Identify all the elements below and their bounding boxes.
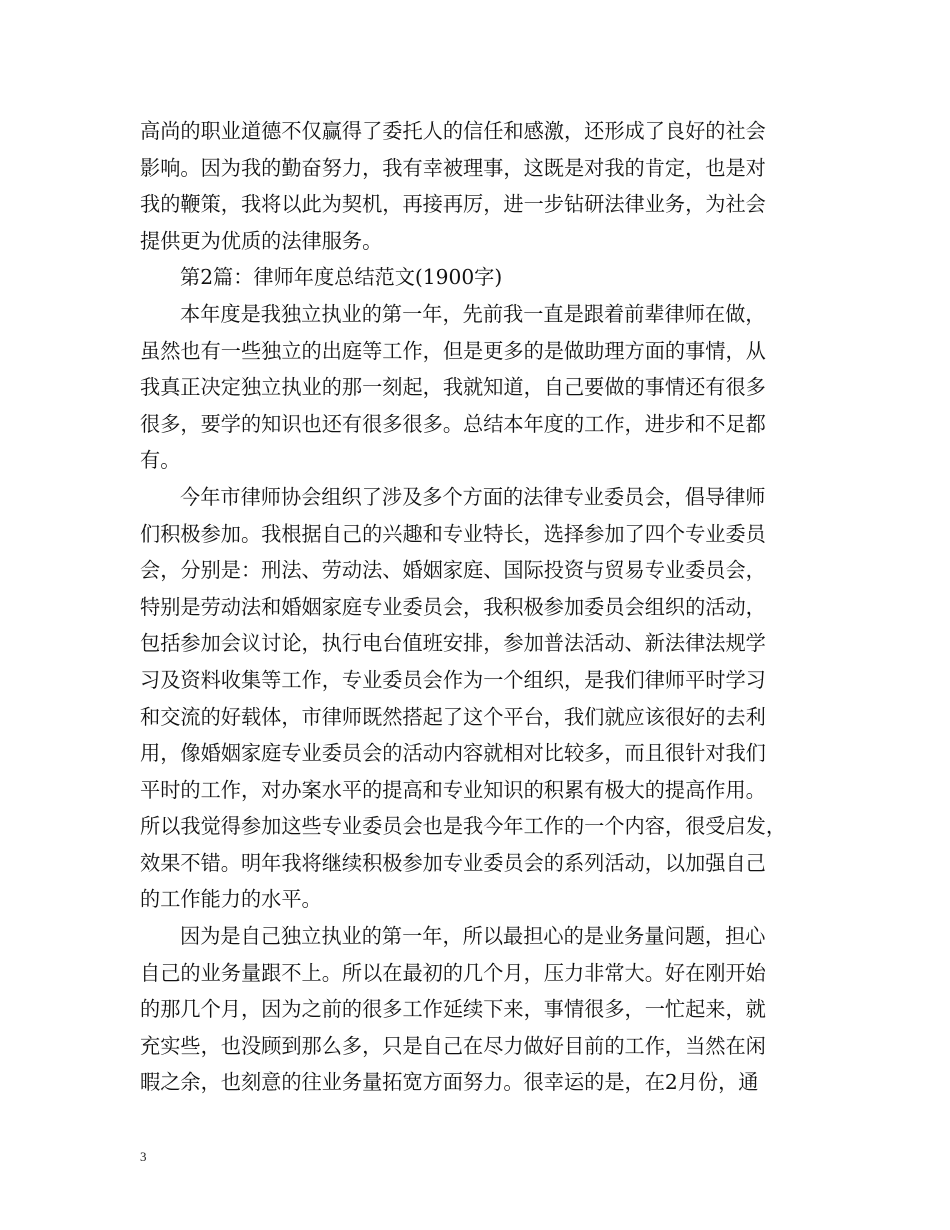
text-line: 很多，要学的知识也还有很多很多。总结本年度的工作，进步和不足都 — [140, 411, 766, 436]
text-line: 习及资料收集等工作，专业委员会作为一个组织，是我们律师平时学习 — [140, 667, 766, 692]
text-line: 提供更为优质的法律服务。 — [140, 228, 383, 253]
text-line: 效果不错。明年我将继续积极参加专业委员会的系列活动，以加强自己 — [140, 850, 766, 875]
text-line: 暇之余，也刻意的往业务量拓宽方面努力。很幸运的是，在2月份，通 — [140, 1070, 759, 1095]
text-line: 自己的业务量跟不上。所以在最初的几个月，压力非常大。好在刚开始 — [140, 960, 766, 985]
text-line: 今年市律师协会组织了涉及多个方面的法律专业委员会，倡导律师 — [180, 484, 766, 509]
text-line: 和交流的好载体，市律师既然搭起了这个平台，我们就应该很好的去利 — [140, 704, 766, 729]
text-line: 高尚的职业道德不仅赢得了委托人的信任和感激，还形成了良好的社会 — [140, 119, 766, 143]
text-line: 充实些，也没顾到那么多，只是自己在尽力做好目前的工作，当然在闲 — [140, 1033, 766, 1058]
text-line: 我的鞭策，我将以此为契机，再接再厉，进一步钻研法律业务，为社会 — [140, 192, 766, 217]
text-line: 影响。因为我的勤奋努力，我有幸被理事，这既是对我的肯定，也是对 — [140, 155, 766, 180]
text-line: 第2篇：律师年度总结范文(1900字) — [180, 265, 503, 290]
text-line: 有。 — [140, 448, 181, 473]
document-body — [140, 113, 820, 1101]
text-line: 平时的工作，对办案水平的提高和专业知识的积累有极大的提高作用。 — [140, 777, 766, 802]
text-line: 特别是劳动法和婚姻家庭专业委员会，我积极参加委员会组织的活动， — [140, 594, 766, 619]
text-line: 们积极参加。我根据自己的兴趣和专业特长，选择参加了四个专业委员 — [140, 521, 766, 546]
text-line: 包括参加会议讨论，执行电台值班安排，参加普法活动、新法律法规学 — [140, 631, 766, 656]
text-line: 虽然也有一些独立的出庭等工作，但是更多的是做助理方面的事情，从 — [140, 338, 766, 363]
page-number: 3 — [140, 1149, 147, 1164]
text-line: 我真正决定独立执业的那一刻起，我就知道，自己要做的事情还有很多 — [140, 375, 766, 400]
text-line: 会，分别是：刑法、劳动法、婚姻家庭、国际投资与贸易专业委员会， — [140, 558, 766, 583]
text-line: 的那几个月，因为之前的很多工作延续下来，事情很多，一忙起来，就 — [140, 997, 766, 1022]
text-line: 用，像婚姻家庭专业委员会的活动内容就相对比较多，而且很针对我们 — [140, 741, 766, 766]
text-line: 因为是自己独立执业的第一年，所以最担心的是业务量问题，担心 — [180, 924, 766, 949]
text-line: 所以我觉得参加这些专业委员会也是我今年工作的一个内容，很受启发， — [140, 814, 787, 839]
text-line: 的工作能力的水平。 — [140, 887, 322, 912]
text-line: 本年度是我独立执业的第一年，先前我一直是跟着前辈律师在做， — [180, 301, 766, 326]
